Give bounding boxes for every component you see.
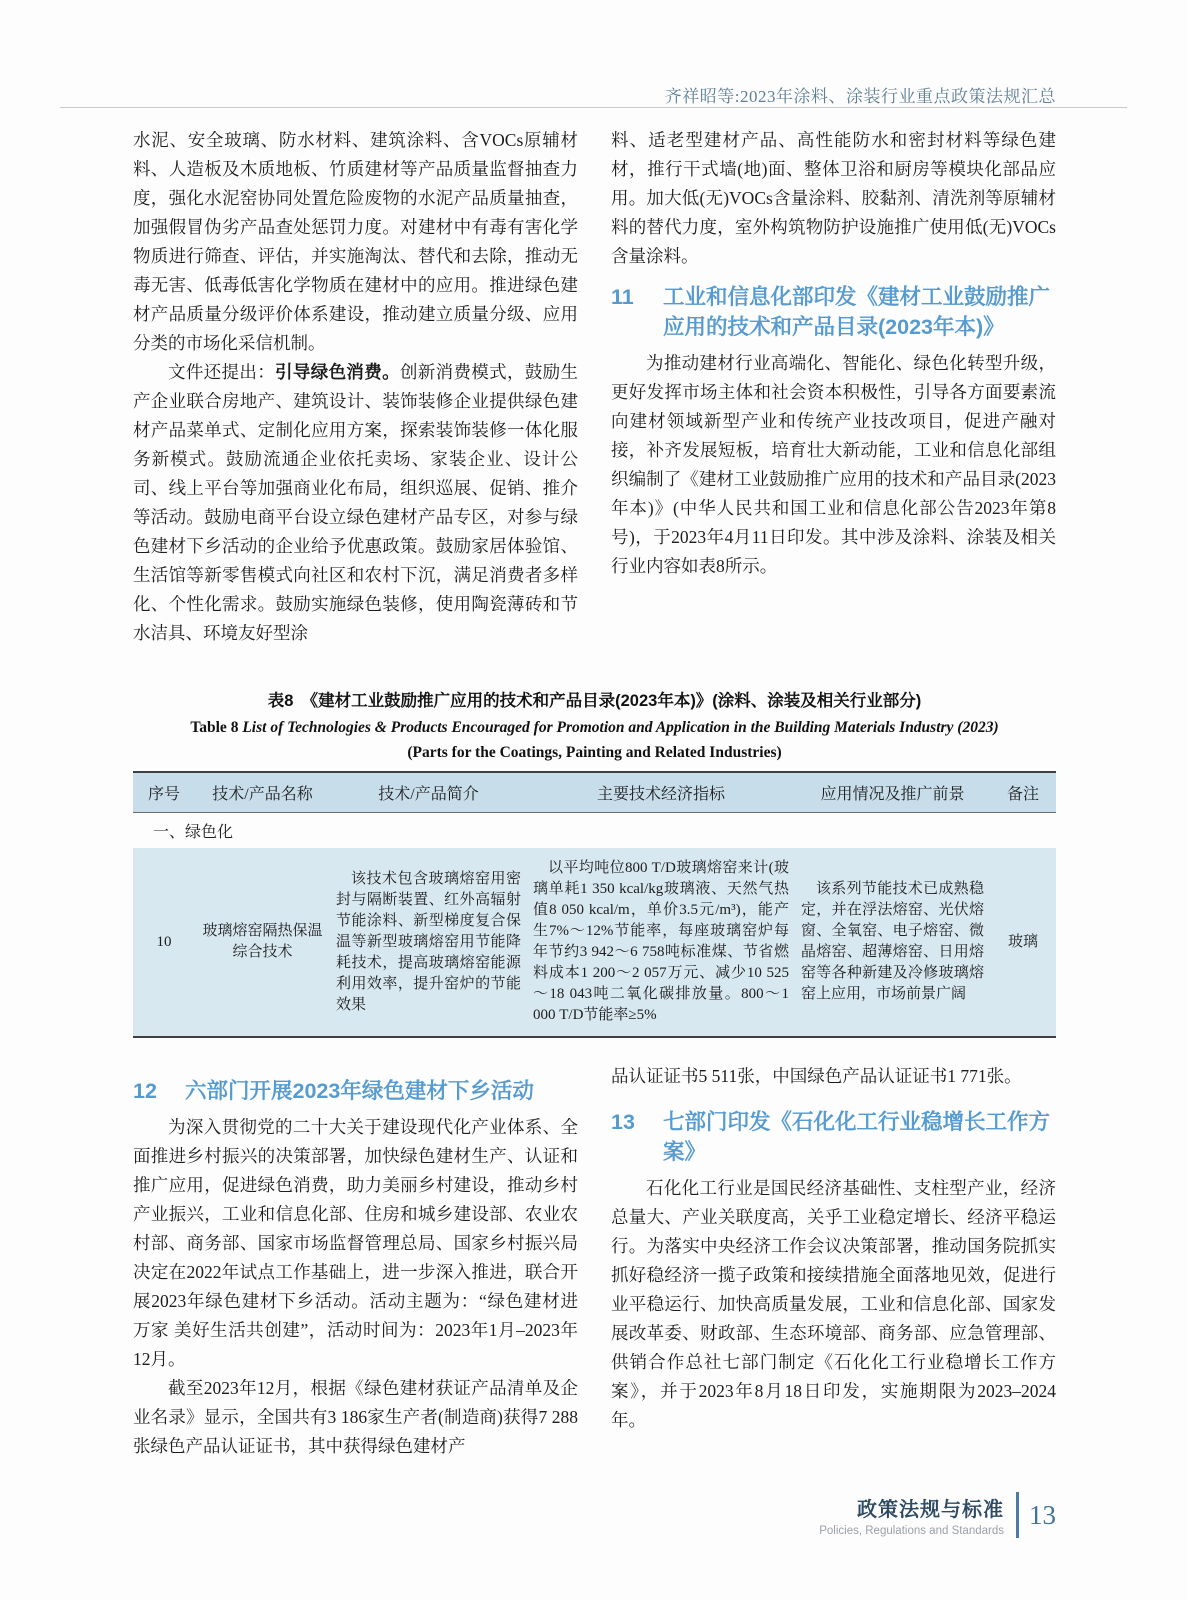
table-header-cell: 序号 (147, 786, 180, 803)
section-heading-12 (133, 1076, 578, 1106)
table-header-cell: 备注 (1006, 786, 1039, 803)
footer-title-en: Policies, Regulations and Standards (819, 1525, 1004, 1537)
table-caption-en-label: Table 8 (190, 719, 239, 736)
table8 (133, 771, 1056, 1038)
paragraph: 料、适老型建材产品、高性能防水和密封材料等绿色建材，推行干式墙(地)面、整体卫浴和厨房等模块化部品应用。加大低(无)VOCs含量涂料、胶黏剂、清洗剂等原辅材料的替代力度，室外构筑物防护设施推广使用低(无)VOCs含量涂料。 (611, 130, 1056, 266)
cell-remark: 玻璃 (1007, 933, 1038, 950)
header-divider (60, 107, 1127, 108)
table-header-row (133, 772, 1056, 813)
table-group-label: 一、绿色化 (133, 813, 1056, 849)
section-number: 11 (611, 285, 634, 309)
top-columns (133, 126, 1056, 648)
table-row (133, 848, 1056, 1037)
paragraph: 品认证证书5 511张，中国绿色产品认证证书1 771张。 (611, 1066, 1022, 1086)
paragraph: 水泥、安全玻璃、防水材料、建筑涂料、含VOCs原辅材料、人造板及木质地板、竹质建材等产品质量监督抽查力度，强化水泥窑协同处置危险废物的水泥产品质量抽查，加强假冒伪劣产品查处惩罚力度。对建材中有毒有害化学物质进行筛查、评估，并实施淘汰、替代和去除，推动无毒无害、低毒低害化学物质在建材中的应用。推进绿色建材产品质量分级评价体系建设，推动建立质量分级、应用分类的市场化采信机制。 (133, 130, 578, 353)
bottom-left-column (133, 1062, 578, 1461)
page-number: 13 (1029, 1499, 1056, 1530)
table-group-row (133, 813, 1056, 849)
footer-divider-bar (1016, 1492, 1019, 1538)
paragraph (133, 358, 578, 648)
bottom-right-column (611, 1062, 1056, 1461)
paragraph: 石化化工行业是国民经济基础性、支柱型产业，经济总量大、产业关联度高，关乎工业稳定增长、经济平稳运行。为落实中央经济工作会议决策部署，推动国务院抓实抓好稳经济一揽子政策和接续措施全面落地见效，促进行业平稳运行、加快高质量发展，工业和信息化部、国家发展改革委、财政部、生态环境部、商务部、应急管理部、供销合作总社七部门制定《石化化工行业稳增长工作方案》，并于2023年8月18日印发，实施期限为2023–2024年。 (611, 1178, 1056, 1430)
cell-application: 该系列节能技术已成熟稳定，并在浮法熔窑、光伏熔窗、全氧窑、电子熔窑、微晶熔窑、超薄熔窑、日用熔窑等各种新建及冷修玻璃熔窑上应用，市场前景广阔 (801, 881, 984, 1002)
bottom-columns (133, 1062, 1056, 1461)
footer-title-zh: 政策法规与标准 (857, 1499, 1004, 1521)
table8-block (133, 688, 1056, 1038)
top-left-column (133, 126, 578, 648)
page-footer (819, 1492, 1056, 1538)
table-caption-en (133, 716, 1056, 739)
table-caption-en-sub: (Parts for the Coatings, Painting and Related Industries) (407, 744, 782, 761)
cell-no: 10 (156, 933, 172, 950)
emphasis-text: 引导绿色消费。 (275, 362, 400, 382)
section-heading-13 (611, 1107, 1056, 1167)
section-number: 13 (611, 1110, 635, 1134)
section-title: 七部门印发《石化化工行业稳增长工作方案》 (663, 1110, 1051, 1164)
cell-name: 玻璃熔窑隔热保温综合技术 (202, 923, 323, 960)
table-caption-en-main: List of Technologies & Products Encouraged for Promotion and Application in the Building Materials Industry (2023) (242, 719, 999, 736)
table-header-cell: 技术/产品简介 (378, 786, 479, 803)
paragraph-text: 创新消费模式，鼓励生产企业联合房地产、建筑设计、装饰装修企业提供绿色建材产品菜单式、定制化应用方案，探索装饰装修一体化服务新模式。鼓励流通企业依托卖场、家装企业、设计公司、线上平台等加强商业化布局，组织巡展、促销、推介等活动。鼓励电商平台设立绿色建材产品专区，对参与绿色建材下乡活动的企业给予优惠政策。鼓励家居体验馆、生活馆等新零售模式向社区和农村下沉，满足消费者多样化、个性化需求。鼓励实施绿色装修，使用陶瓷薄砖和节水洁具、环境友好型涂 (133, 362, 579, 643)
top-right-column (611, 126, 1056, 648)
paragraph: 为深入贯彻党的二十大关于建设现代化产业体系、全面推进乡村振兴的决策部署，加快绿色建材生产、认证和推广应用，促进绿色消费，助力美丽乡村建设，推动乡村产业振兴，工业和信息化部、住房和城乡建设部、农业农村部、商务部、国家市场监督管理总局、国家乡村振兴局决定在2022年试点工作基础上，进一步深入推进，联合开展2023年绿色建材下乡活动。活动主题为：“绿色建材进万家 美好生活共创建”，活动时间为：2023年1月–2023年12月。 (133, 1117, 578, 1369)
footer-section-title (819, 1493, 1004, 1537)
table-caption-zh: 表8 《建材工业鼓励推广应用的技术和产品目录(2023年本)》(涂料、涂装及相关行业部分) (267, 692, 922, 710)
running-head: 齐祥昭等:2023年涂料、涂装行业重点政策法规汇总 (664, 87, 1056, 106)
paragraph: 为推动建材行业高端化、智能化、绿色化转型升级，更好发挥市场主体和社会资本积极性，引导各方面要素流向建材领域新型产业和传统产业技改项目，促进产融对接，补齐发展短板，培育壮大新动能，工业和信息化部组织编制了《建材工业鼓励推广应用的技术和产品目录(2023年本)》(中华人民共和国工业和信息化部公告2023年第8号)，于2023年4月11日印发。其中涉及涂料、涂装及相关行业内容如表8所示。 (611, 353, 1056, 576)
cell-intro: 该技术包含玻璃熔窑用密封与隔断装置、红外高辐射节能涂料、新型梯度复合保温等新型玻璃熔窑用节能降耗技术，提高玻璃熔窑能源利用效率，提升窑炉的节能效果 (336, 870, 521, 1013)
table-header-cell: 技术/产品名称 (212, 786, 313, 803)
section-title: 工业和信息化部印发《建材工业鼓励推广应用的技术和产品目录(2023年本)》 (663, 285, 1051, 339)
cell-metrics: 以平均吨位800 T/D玻璃熔窑来计(玻璃单耗1 350 kcal/kg玻璃液、天然气热值8 050 kcal/m，单价3.5元/m³)，能产生7%～12%节能率，每座玻璃窑炉每年节约3 942～6 758吨标准煤、节省燃料成本1 200～2 057万元、减少10 525～18 043吨二氧化碳排放量。800～1 000 T/D节能率≥5% (533, 860, 789, 1023)
paragraph-lead: 文件还提出： (168, 362, 276, 382)
table-header-cell: 应用情况及推广前景 (820, 786, 965, 803)
section-heading-11 (611, 282, 1056, 342)
paragraph: 截至2023年12月，根据《绿色建材获证产品清单及企业名录》显示，全国共有3 186家生产者(制造商)获得7 288张绿色产品认证证书，其中获得绿色建材产 (133, 1378, 578, 1456)
table-header-cell: 主要技术经济指标 (596, 786, 725, 803)
section-title: 六部门开展2023年绿色建材下乡活动 (185, 1079, 534, 1103)
section-number: 12 (133, 1079, 157, 1103)
